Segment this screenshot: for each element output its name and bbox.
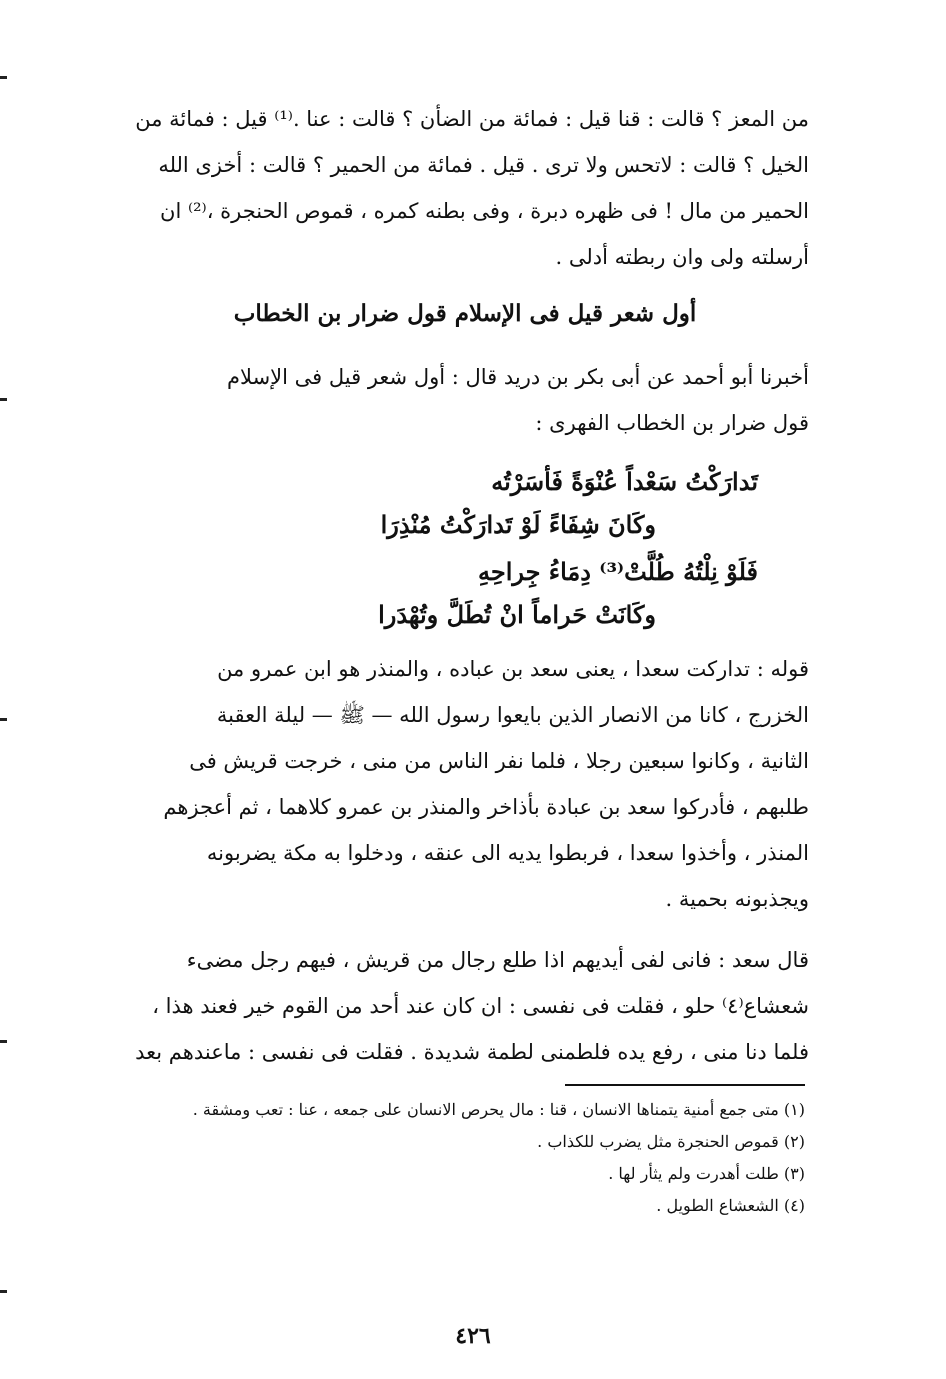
text-line: الثانية ، وكانوا سبعين رجلا ، فلما نفر الناس من منى ، خرجت قريش فى [189,749,809,773]
text-line: الحمير من مال ! فى ظهره دبرة ، وفى بطنه كمره ، قموص الحنجرة ،⁽²⁾ ان [160,199,809,223]
text-line: طلبهم ، فأدركوا سعد بن عبادة بأذاخر والمنذر بن عمرو كلاهما ، ثم أعجزهم [163,795,809,819]
text-line: المنذر ، وأخذوا سعدا ، فربطوا يديه الى عنقه ، ودخلوا به مكة يضربونه [206,841,809,865]
footnote-divider [565,1084,805,1086]
section-heading: أول شعر قيل فى الإسلام قول ضرار بن الخطاب [233,300,697,327]
text-line: قال سعد : فانى لفى أيديهم اذا طلع رجال من قريش ، فيهم رجل مضىء [186,948,809,972]
paragraph-1 [104,96,809,280]
scan-edge-mark [0,1040,7,1043]
paragraph-4 [104,937,809,1075]
text-line: أخبرنا أبو أحمد عن أبى بكر بن دريد قال : أول شعر قيل فى الإسلام [227,365,809,389]
text-line: الخزرج ، كانا من الانصار الذين بايعوا رسول الله — ﷺ — ليلة العقبة [216,703,809,727]
text-line: الخيل ؟ قالت : لاتحس ولا ترى . قيل . فمائة من الحمير ؟ قالت : أخزى الله [158,153,809,177]
text-line: قوله : تداركت سعدا ، يعنى سعد بن عباده ، والمنذر هو ابن عمرو من [217,657,809,681]
scan-edge-mark [0,76,7,79]
text-line: شعشاع⁽٤⁾ حلو ، فقلت فى نفسى : ان كان عند أحد من القوم خير فعند هذا ، [152,994,809,1018]
text-line: أرسلته ولى وان ربطته أدلى . [555,245,809,269]
text-line: فلما دنا منى ، رفع يده فلطمنى لطمة شديدة . فقلت فى نفسى : ماعندهم بعد [135,1040,809,1064]
page-number: ٤٢٦ [455,1323,491,1349]
scan-edge-mark [0,398,7,401]
footnotes [115,1094,805,1222]
footnote: (٣) طلت أهدرت ولم يثأر لها . [608,1164,805,1183]
paragraph-2 [104,354,809,446]
scan-edge-mark [0,718,7,721]
poem-verse: فَلَوْ نِلْتُهُ طُلَّتْ⁽³⁾ دِمَاءُ جِراحِهِ [478,557,758,586]
poem-verse: تَدارَكْتُ سَعْداً عُنْوَةً فَأسَرْتُه [491,467,758,496]
text-line: ويجذبونه بحمية . [665,887,809,911]
footnote: (٢) قموص الحنجرة مثل يضرب للكذاب . [537,1132,805,1151]
poem-verse: وكَانَ شِفَاءً لَوْ تَدارَكْتُ مُنْذِرَا [380,510,656,539]
footnote: (٤) الشعشاع الطويل . [656,1196,805,1215]
text-line: من المعز ؟ قالت : قنا قيل : فمائة من الضأن ؟ قالت : عنا .⁽¹⁾ قيل : فمائة من [135,107,809,131]
footnote: (١) متى جمع أمنية يتمناها الانسان ، قنا : مال يحرص الانسان على جمعه ، عنا : تعب ومشقة . [192,1100,805,1119]
scan-edge-mark [0,1290,7,1293]
text-line: قول ضرار بن الخطاب الفهرى : [535,411,809,435]
poem-verse: وكَانَتْ حَراماً انْ تُطَلَّ وتُهْدَرا [378,600,656,629]
paragraph-3 [104,646,809,922]
